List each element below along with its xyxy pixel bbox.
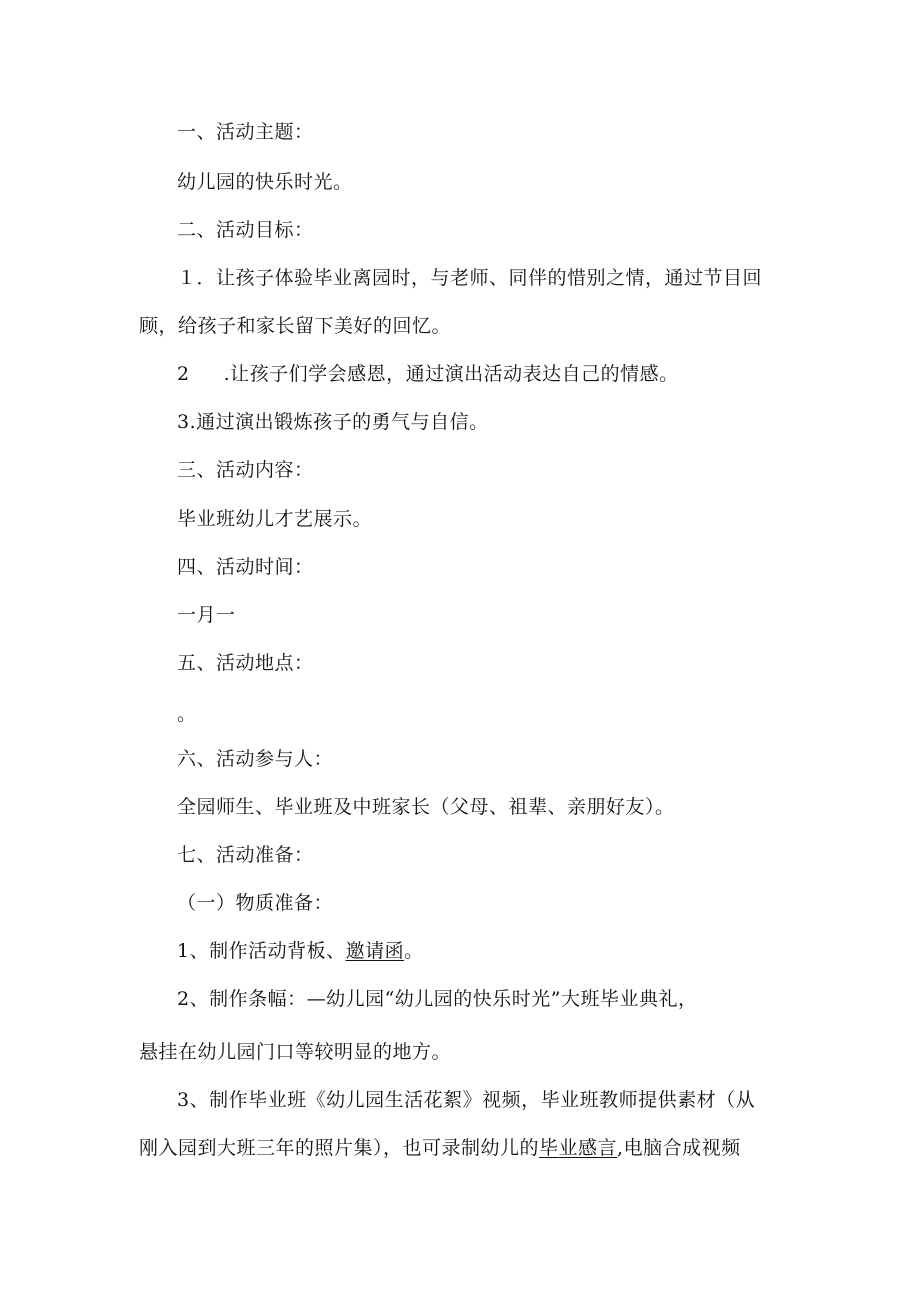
prep-item-3-line-2-prefix: 刚入园到大班三年的照片集），也可录制幼儿的 (139, 1137, 540, 1159)
theme-text: 幼儿园的快乐时光。 (177, 171, 353, 193)
place-text: 。 (177, 703, 197, 725)
heading-activity-time: 四、活动时间： (177, 556, 314, 578)
graduation-speech-link[interactable]: 毕业感言 (539, 1137, 618, 1159)
goal-1-line-1: １．让孩子体验毕业离园时，与老师、同伴的惜别之情，通过节目回 (177, 267, 763, 289)
heading-activity-goals: 二、活动目标： (177, 219, 314, 241)
time-text: 一月一 (177, 604, 236, 626)
heading-activity-theme: 一、活动主题： (177, 121, 314, 143)
goal-2-number: 2 (177, 363, 190, 385)
heading-activity-participants: 六、活动参与人： (177, 748, 334, 770)
prep-item-1-suffix: 。 (404, 940, 424, 962)
heading-activity-place: 五、活动地点： (177, 652, 314, 674)
goal-2 (177, 362, 679, 386)
prep-item-2-line-2: 悬挂在幼儿园门口等较明显的地方。 (139, 1041, 452, 1063)
goal-1-line-2: 顾，给孩子和家长留下美好的回忆。 (139, 315, 452, 337)
prep-item-1 (177, 939, 424, 963)
participants-text: 全园师生、毕业班及中班家长（父母、祖辈、亲朋好友）。 (177, 796, 675, 818)
goal-2-text: .让孩子们学会感恩，通过演出活动表达自己的情感。 (223, 363, 679, 385)
heading-activity-preparation: 七、活动准备： (177, 844, 314, 866)
prep-item-1-prefix: 1、制作活动背板、 (177, 940, 346, 962)
invitation-link[interactable]: 邀请函 (345, 940, 405, 962)
heading-activity-content: 三、活动内容： (177, 459, 314, 481)
prep-item-3-line-1: 3、制作毕业班《幼儿园生活花絮》视频，毕业班教师提供素材（从 (177, 1089, 756, 1111)
prep-item-2-line-1: 2、制作条幅：—幼儿园“幼儿园的快乐时光”大班毕业典礼， (177, 988, 698, 1010)
content-text: 毕业班幼儿才艺展示。 (177, 508, 373, 530)
prep-item-3-line-2-suffix: ,电脑合成视频 (617, 1137, 741, 1159)
subheading-material-preparation: （一）物质准备： (177, 892, 334, 914)
prep-item-3-line-2 (139, 1136, 741, 1160)
goal-3: 3.通过演出锻炼孩子的勇气与自信。 (177, 411, 489, 433)
